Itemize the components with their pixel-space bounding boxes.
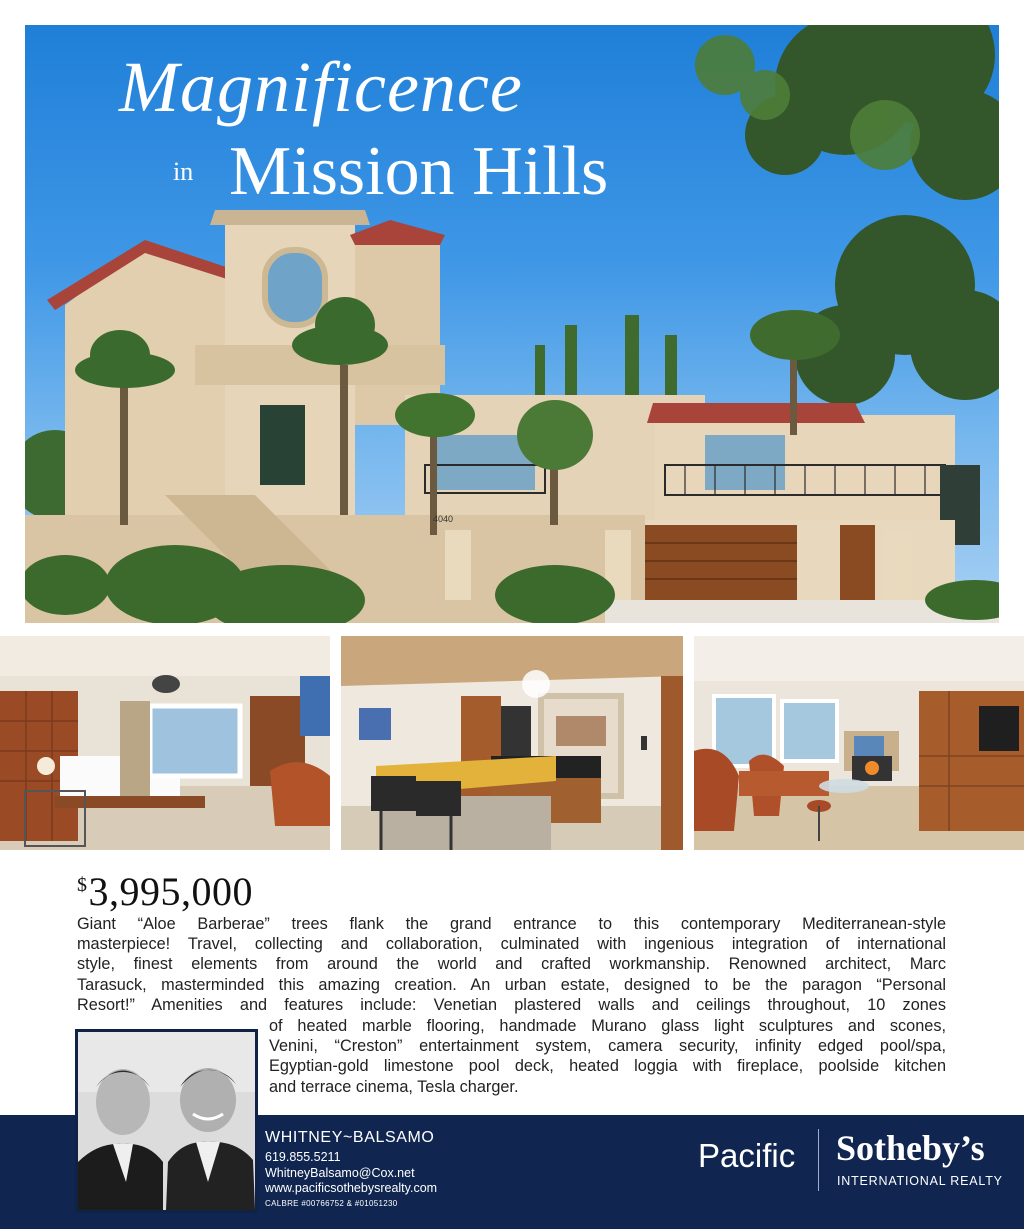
agent-email[interactable]: WhitneyBalsamo@Cox.net [265, 1165, 415, 1180]
description-line: Venini, “Creston” entertainment system, camera security, infinity edged pool/spa, [269, 1037, 946, 1056]
agent-contact [265, 1129, 437, 1208]
brand-pacific: Pacific [698, 1137, 796, 1174]
description-line: Resort!” Amenities and features include: Venetian plastered walls and ceilings throughout, 10 zones [77, 995, 946, 1014]
brand-sothebys-logo: Sotheby’s [836, 1128, 985, 1168]
price-amount: 3,995,000 [88, 869, 253, 914]
agents-portrait-photo [75, 1029, 258, 1213]
agents-portrait-illustration [78, 1032, 255, 1210]
kitchen-illustration [341, 636, 683, 850]
description-line: Tarasuck, masterminded this amazing creation. An urban estate, designed to be the paragon “Personal [77, 975, 946, 994]
price-currency: $ [77, 874, 88, 896]
description-line: Egyptian-gold limestone pool deck, heated loggia with fireplace, poolside kitchen [269, 1057, 946, 1076]
house-number: 4040 [433, 514, 454, 524]
description-line: and terrace cinema, Tesla charger. [269, 1077, 519, 1096]
agent-name: WHITNEY~BALSAMO [265, 1129, 435, 1146]
description-line: masterpiece! Travel, collecting and collaboration, culminated with ingenious integration of international [77, 935, 946, 954]
description-block-indented [269, 1016, 946, 1097]
description-line: style, finest elements from around the world and crafted workmanship. Renowned architect, Marc [77, 955, 946, 974]
hero-house-photo [25, 25, 999, 623]
description-line: of heated marble flooring, handmade Murano glass light sculptures and scones, [269, 1017, 946, 1035]
agent-phone[interactable]: 619.855.5211 [265, 1150, 341, 1164]
headline-line1: Magnificence [119, 47, 523, 127]
brand-international-realty: INTERNATIONAL REALTY [837, 1174, 1003, 1188]
agent-license: CALBRE #00766752 & #01051230 [265, 1198, 398, 1208]
listing-price [77, 868, 253, 915]
living-room-illustration [694, 636, 1024, 850]
bedroom-photo [0, 636, 330, 850]
agent-website[interactable]: www.pacificsothebysrealty.com [265, 1181, 438, 1195]
kitchen-photo [341, 636, 683, 850]
living-room-photo [694, 636, 1024, 850]
brand-divider [818, 1129, 819, 1191]
description-block [77, 914, 946, 1015]
headline [119, 47, 609, 210]
bedroom-illustration [0, 636, 330, 850]
headline-connector: in [173, 157, 194, 186]
headline-line2: Mission Hills [229, 133, 609, 210]
description-line: Giant “Aloe Barberae” trees flank the grand entrance to this contemporary Mediterranean-style [77, 915, 946, 933]
